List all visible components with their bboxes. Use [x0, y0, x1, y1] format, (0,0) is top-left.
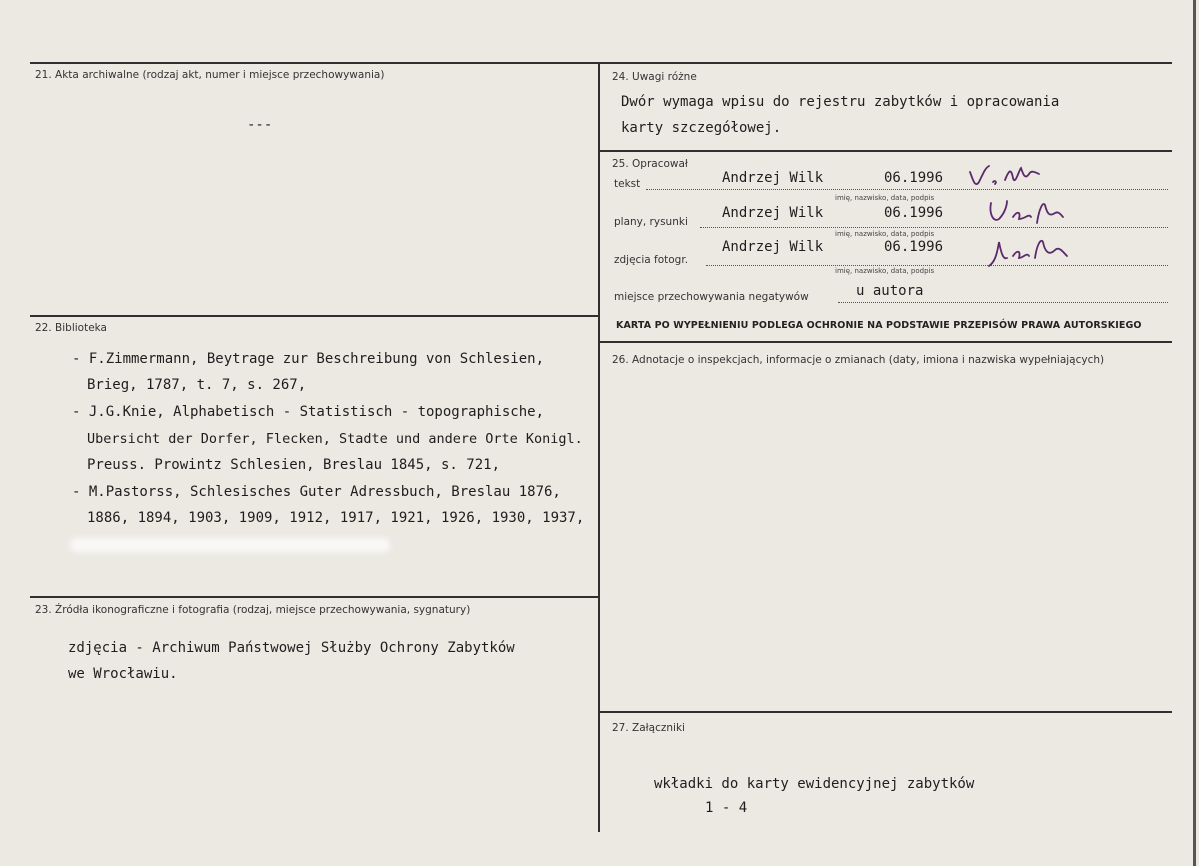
signature-3 — [985, 232, 1080, 270]
section-22-label: 22. Biblioteka — [35, 322, 107, 334]
remarks-line: karty szczegółowej. — [621, 120, 782, 136]
row-dotline — [646, 189, 1168, 190]
row-label-photos: zdjęcia fotogr. — [614, 254, 689, 266]
bibliography-line: - M.Pastorss, Schlesisches Guter Adressbuch, Breslau 1876, — [72, 484, 561, 500]
copyright-notice: KARTA PO WYPEŁNIENIU PODLEGA OCHRONIE NA PODSTAWIE PRZEPISÓW PRAWA AUTORSKIEGO — [616, 320, 1142, 331]
row-label-plans: plany, rysunki — [614, 216, 688, 228]
author-name: Andrzej Wilk — [722, 205, 824, 221]
signature-1 — [965, 160, 1065, 195]
remarks-line: Dwór wymaga wpisu do rejestru zabytków i opracowania — [621, 94, 1060, 110]
sources-line: zdjęcia - Archiwum Państwowej Służby Ochrony Zabytków — [68, 640, 515, 656]
center-divider — [598, 62, 600, 832]
section-23-label: 23. Źródła ikonograficzne i fotografia (rodzaj, miejsce przechowywania, sygnatury) — [35, 604, 471, 616]
attachments-line: wkładki do karty ewidencyjnej zabytków — [654, 776, 975, 792]
bibliography-line: Preuss. Prowintz Schlesien, Breslau 1845, s. 721, — [87, 457, 501, 473]
signature-2 — [985, 195, 1075, 230]
left-rule-22 — [30, 315, 599, 317]
negatives-value: u autora — [856, 283, 924, 299]
right-rule-26 — [600, 341, 1172, 343]
right-rule-25 — [600, 150, 1172, 152]
attachments-range: 1 - 4 — [705, 800, 748, 816]
section-24-label: 24. Uwagi różne — [612, 71, 697, 83]
bibliography-line: Ubersicht der Dorfer, Flecken, Stadte und andere Orte Konigl. — [87, 431, 583, 447]
bibliography-line: Brieg, 1787, t. 7, s. 267, — [87, 377, 307, 393]
right-edge — [1193, 0, 1196, 866]
section-25-label: 25. Opracował — [612, 158, 688, 170]
section-21-label: 21. Akta archiwalne (rodzaj akt, numer i miejsce przechowywania) — [35, 69, 385, 81]
right-rule-27 — [600, 711, 1172, 713]
author-date: 06.1996 — [884, 239, 944, 255]
bibliography-line: - J.G.Knie, Alphabetisch - Statistisch - topographische, — [72, 404, 545, 420]
row-label-text: tekst — [614, 178, 641, 190]
negatives-label: miejsce przechowywania negatywów — [614, 291, 809, 303]
field-caption: imię, nazwisko, data, podpis — [835, 267, 935, 275]
field-caption: imię, nazwisko, data, podpis — [835, 230, 935, 238]
section-27-label: 27. Załączniki — [612, 722, 685, 734]
author-date: 06.1996 — [884, 205, 944, 221]
left-rule-23 — [30, 596, 599, 598]
sources-line: we Wrocławiu. — [68, 666, 178, 682]
author-name: Andrzej Wilk — [722, 239, 824, 255]
row-dotline — [700, 227, 1168, 228]
negatives-dotline — [838, 302, 1168, 303]
row-dotline — [706, 265, 1168, 266]
field-caption: imię, nazwisko, data, podpis — [835, 194, 935, 202]
author-date: 06.1996 — [884, 170, 944, 186]
section-26-label: 26. Adnotacje o inspekcjach, informacje o zmianach (daty, imiona i nazwiska wypełniających) — [612, 354, 1105, 366]
section-21-value: --- — [247, 117, 273, 133]
author-name: Andrzej Wilk — [722, 170, 824, 186]
bibliography-line: 1886, 1894, 1903, 1909, 1912, 1917, 1921, 1926, 1930, 1937, — [87, 510, 585, 526]
bibliography-line: - F.Zimmermann, Beytrage zur Beschreibung von Schlesien, — [72, 351, 545, 367]
top-rule — [30, 62, 1172, 64]
erased-text — [70, 538, 390, 552]
